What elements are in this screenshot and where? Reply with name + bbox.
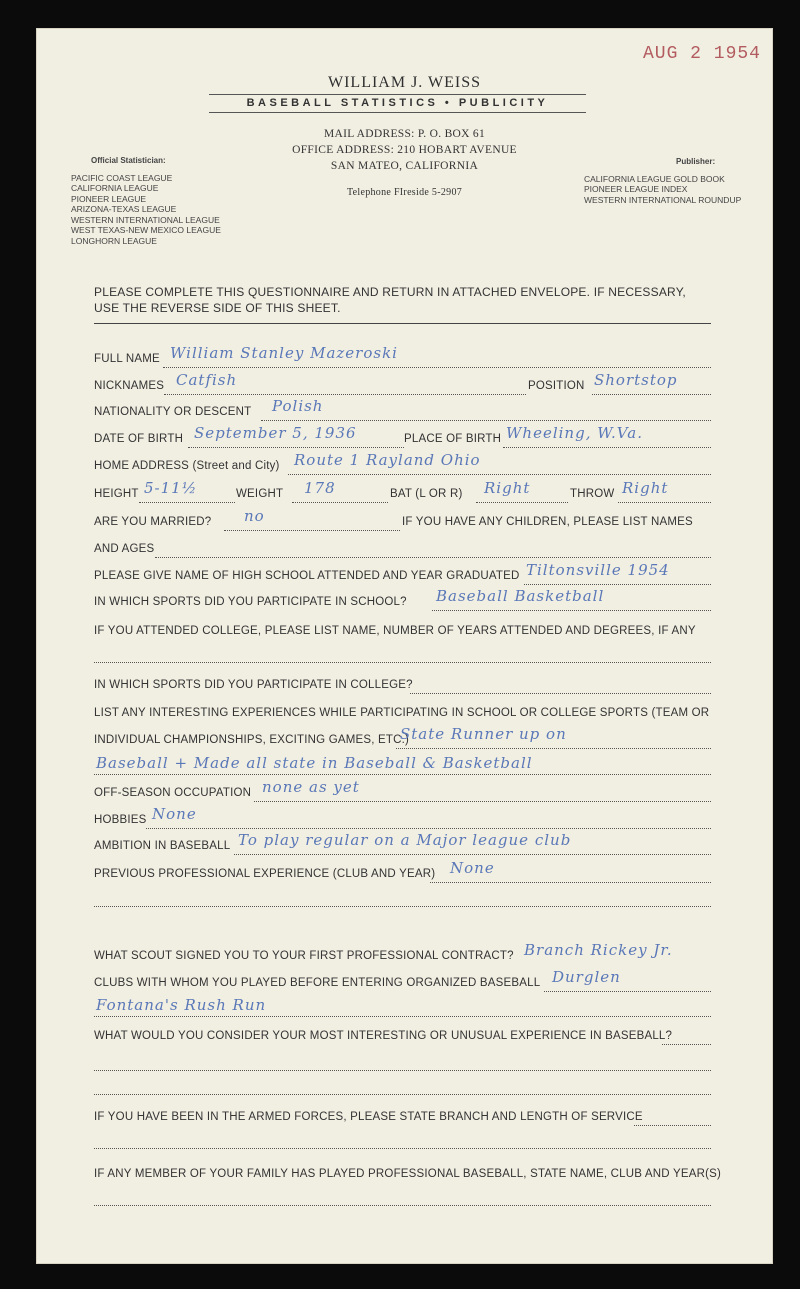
divider — [94, 323, 711, 324]
armed-line[interactable] — [634, 1125, 711, 1126]
throw-line[interactable] — [618, 502, 711, 503]
clubs-label: CLUBS WITH WHOM YOU PLAYED BEFORE ENTERING ORGANIZED BASEBALL — [94, 977, 541, 989]
letterhead-subtitle: BASEBALL STATISTICS • PUBLICITY — [209, 94, 586, 113]
previous-line[interactable] — [430, 882, 711, 883]
unusual-line-1[interactable] — [662, 1044, 711, 1045]
family-line[interactable] — [94, 1205, 711, 1206]
throw-answer: Right — [622, 479, 669, 497]
school-sports-line[interactable] — [432, 610, 711, 611]
dob-line[interactable] — [188, 447, 404, 448]
school-sports-label: IN WHICH SPORTS DID YOU PARTICIPATE IN SCHOOL? — [94, 596, 407, 608]
unusual-label: WHAT WOULD YOU CONSIDER YOUR MOST INTERESTING OR UNUSUAL EXPERIENCE IN BASEBALL? — [94, 1030, 673, 1042]
home-address-label: HOME ADDRESS (Street and City) — [94, 460, 280, 472]
nicknames-answer: Catfish — [176, 371, 238, 389]
scout-answer: Branch Rickey Jr. — [524, 941, 673, 959]
instructions: PLEASE COMPLETE THIS QUESTIONNAIRE AND RETURN IN ATTACHED ENVELOPE. IF NECESSARY, USE THE REVERSE SIDE OF THIS SHEET. — [94, 285, 686, 315]
experiences-label-2: INDIVIDUAL CHAMPIONSHIPS, EXCITING GAMES, ETC.) — [94, 734, 410, 746]
position-line[interactable] — [592, 394, 711, 395]
married-answer: no — [244, 507, 265, 525]
league-item: CALIFORNIA LEAGUE — [71, 183, 159, 193]
letterhead-name: WILLIAM J. WEISS — [327, 74, 482, 91]
bat-answer: Right — [484, 479, 531, 497]
throw-label: THROW — [570, 488, 615, 500]
ambition-label: AMBITION IN BASEBALL — [94, 840, 231, 852]
clubs-line-1[interactable] — [544, 991, 711, 992]
high-school-label: PLEASE GIVE NAME OF HIGH SCHOOL ATTENDED AND YEAR GRADUATED — [94, 570, 520, 582]
league-item: ARIZONA-TEXAS LEAGUE — [71, 204, 177, 214]
position-answer: Shortstop — [594, 371, 678, 389]
date-stamp: AUG 2 1954 — [642, 44, 761, 64]
full-name-answer: William Stanley Mazeroski — [170, 344, 398, 362]
publisher-item: WESTERN INTERNATIONAL ROUNDUP — [584, 194, 742, 205]
high-school-answer: Tiltonsville 1954 — [526, 561, 670, 579]
married-label: ARE YOU MARRIED? — [94, 516, 212, 528]
experiences-line-2[interactable] — [94, 774, 711, 775]
off-season-label: OFF-SEASON OCCUPATION — [94, 787, 252, 799]
office-address: OFFICE ADDRESS: 210 HOBART AVENUE — [292, 144, 517, 156]
official-statistician-list — [71, 156, 221, 246]
nicknames-label: NICKNAMES — [94, 380, 165, 392]
ambition-line[interactable] — [234, 854, 711, 855]
armed-label: IF YOU HAVE BEEN IN THE ARMED FORCES, PLEASE STATE BRANCH AND LENGTH OF SERVICE — [94, 1111, 643, 1123]
full-name-label: FULL NAME — [94, 353, 160, 365]
pob-answer: Wheeling, W.Va. — [506, 424, 643, 442]
hobbies-line[interactable] — [146, 828, 711, 829]
city-address: SAN MATEO, CALIFORNIA — [330, 160, 479, 172]
hobbies-label: HOBBIES — [94, 814, 147, 826]
league-item: PIONEER LEAGUE — [71, 193, 147, 204]
nationality-label: NATIONALITY OR DESCENT — [94, 406, 252, 418]
experiences-line-1[interactable] — [396, 748, 711, 749]
unusual-line-2[interactable] — [94, 1070, 711, 1071]
weight-answer: 178 — [304, 479, 336, 497]
clubs-answer-1: Durglen — [552, 968, 621, 986]
off-season-line[interactable] — [254, 801, 711, 802]
height-label: HEIGHT — [94, 488, 139, 500]
college-sports-line[interactable] — [410, 693, 711, 694]
college-sports-label: IN WHICH SPORTS DID YOU PARTICIPATE IN COLLEGE? — [94, 679, 413, 691]
unusual-line-3[interactable] — [94, 1094, 711, 1095]
college-line[interactable] — [94, 662, 711, 663]
dob-answer: September 5, 1936 — [194, 424, 357, 442]
nationality-answer: Polish — [272, 397, 324, 415]
league-item: WESTERN INTERNATIONAL LEAGUE — [71, 214, 220, 225]
league-item: WEST TEXAS-NEW MEXICO LEAGUE — [71, 225, 221, 235]
mail-address: MAIL ADDRESS: P. O. BOX 61 — [323, 128, 486, 140]
publisher-item: CALIFORNIA LEAGUE GOLD BOOK — [584, 173, 725, 184]
full-name-line[interactable] — [163, 367, 711, 368]
height-answer: 5-11½ — [144, 479, 198, 497]
nationality-line[interactable] — [261, 420, 711, 421]
bat-line[interactable] — [476, 502, 568, 503]
married-line[interactable] — [224, 530, 400, 531]
league-item: LONGHORN LEAGUE — [71, 235, 157, 246]
nicknames-line[interactable] — [164, 394, 526, 395]
children-label: IF YOU HAVE ANY CHILDREN, PLEASE LIST NAMES — [402, 516, 693, 528]
hobbies-answer: None — [152, 805, 197, 823]
experiences-label-1: LIST ANY INTERESTING EXPERIENCES WHILE PARTICIPATING IN SCHOOL OR COLLEGE SPORTS (TEAM OR — [94, 707, 710, 719]
high-school-line[interactable] — [524, 584, 711, 585]
bat-label: BAT (L OR R) — [390, 488, 463, 500]
clubs-answer-2: Fontana's Rush Run — [96, 996, 267, 1014]
ages-label: AND AGES — [94, 543, 155, 555]
publisher-caption: Publisher: — [676, 157, 716, 166]
weight-line[interactable] — [292, 502, 388, 503]
telephone: Telephone FIreside 5-2907 — [346, 187, 463, 198]
experiences-answer-2: Baseball + Made all state in Baseball & Basketball — [96, 754, 533, 772]
home-address-answer: Route 1 Rayland Ohio — [294, 451, 481, 469]
ages-line[interactable] — [155, 557, 711, 558]
previous-label: PREVIOUS PROFESSIONAL EXPERIENCE (CLUB AND YEAR) — [94, 868, 436, 880]
off-season-answer: none as yet — [262, 778, 360, 796]
weight-label: WEIGHT — [236, 488, 284, 500]
pob-label: PLACE OF BIRTH — [404, 433, 502, 445]
publisher-item: PIONEER LEAGUE INDEX — [584, 184, 688, 194]
pob-line[interactable] — [503, 447, 711, 448]
college-label: IF YOU ATTENDED COLLEGE, PLEASE LIST NAME, NUMBER OF YEARS ATTENDED AND DEGREES, IF ANY — [94, 625, 696, 637]
scout-label: WHAT SCOUT SIGNED YOU TO YOUR FIRST PROFESSIONAL CONTRACT? — [94, 950, 514, 962]
questionnaire-sheet — [36, 28, 773, 1264]
height-line[interactable] — [139, 502, 235, 503]
dob-label: DATE OF BIRTH — [94, 433, 184, 445]
clubs-line-2[interactable] — [94, 1016, 711, 1017]
armed-line-2[interactable] — [94, 1148, 711, 1149]
league-item: PACIFIC COAST LEAGUE — [71, 172, 173, 183]
experiences-answer-1: State Runner up on — [400, 725, 567, 743]
family-label: IF ANY MEMBER OF YOUR FAMILY HAS PLAYED PROFESSIONAL BASEBALL, STATE NAME, CLUB AND YEAR(S) — [94, 1168, 722, 1180]
official-statistician-caption: Official Statistician: — [91, 156, 166, 165]
publisher-list — [584, 157, 742, 205]
previous-line-2[interactable] — [94, 906, 711, 907]
position-label: POSITION — [528, 380, 585, 392]
ambition-answer: To play regular on a Major league club — [238, 831, 572, 849]
school-sports-answer: Baseball Basketball — [436, 587, 605, 605]
previous-answer: None — [450, 859, 495, 877]
home-address-line[interactable] — [288, 474, 711, 475]
